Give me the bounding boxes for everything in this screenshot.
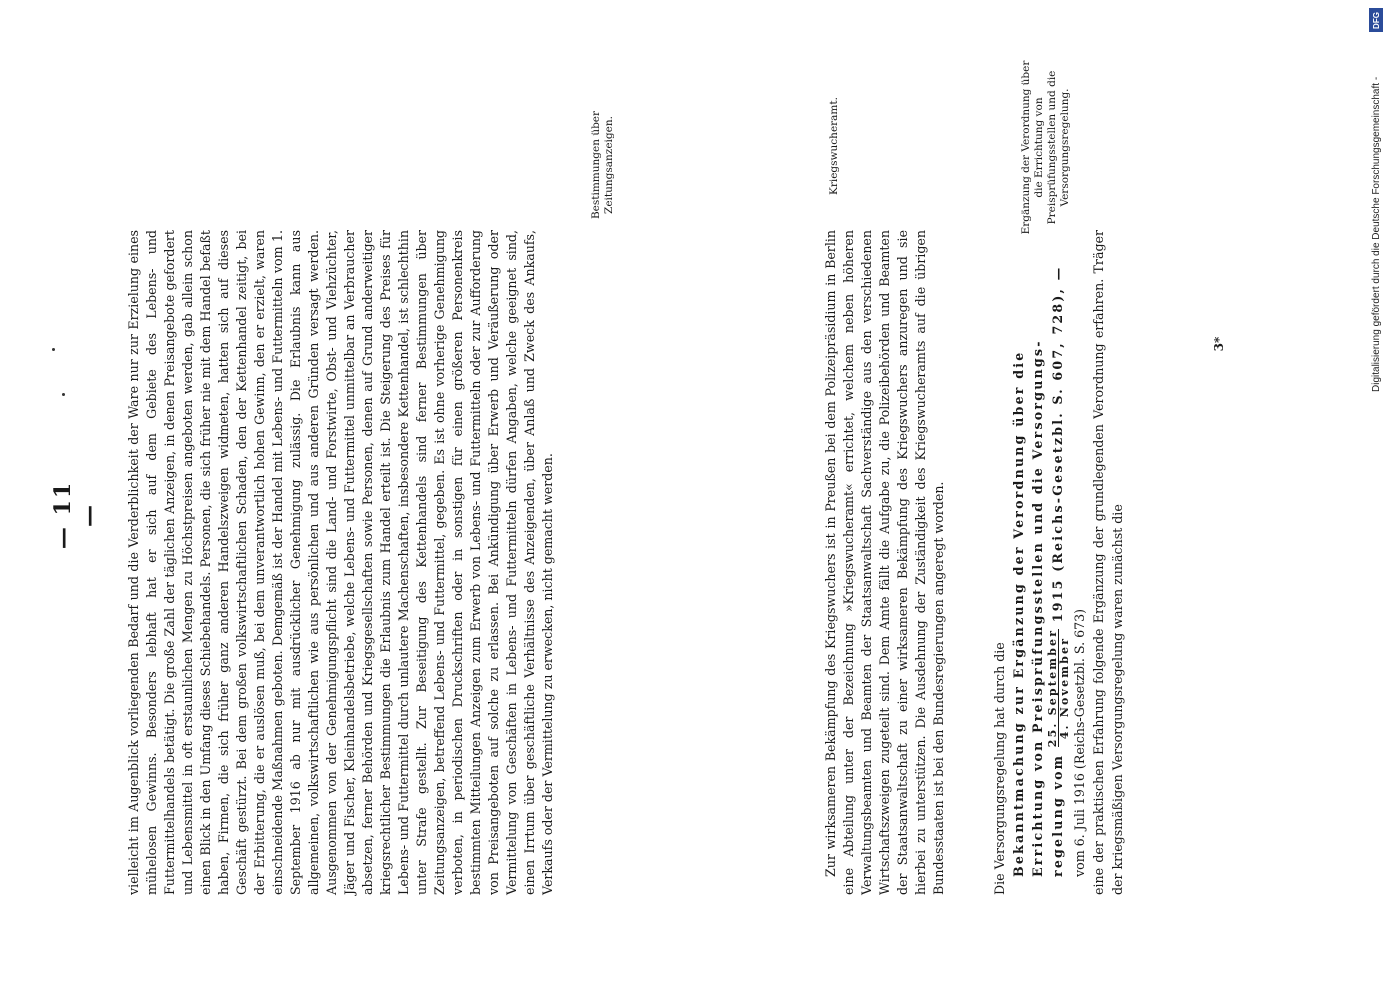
paragraph-kriegswucheramt: Zur wirksameren Bekämpfung des Kriegswuchers ist in Preußen bei dem Polizeipräsidium in Berlin eine Abteilung unter der Bezeichnung »Kriegswucheramt« errichtet, welchem neben höheren Verwaltungsbeamten und Beamten der Staatsanwaltschaft Sachverständige aus den verschiedenen Wirtschaftszweigen zugeteilt sind. Dem Amte fällt die Aufgabe zu, die Polizeibehörden und Beamten der Staatsanwaltschaft zu einer wirksameren Bekämpfung des Kriegswuchers anzuregen und sie hierbei zu unterstützen. Die Ausdehnung der Zuständigkeit des Kriegswucheramts auf die übrigen Bundesstaaten ist bei den Bundesregierungen angeregt worden. xyxy=(823,230,946,895)
fraction-top: 25. September xyxy=(1046,628,1059,748)
body-text-main xyxy=(125,230,557,895)
margin-note-kriegswucheramt: Kriegswucheramt. xyxy=(828,97,840,195)
fraction-bottom: 4. November xyxy=(1058,636,1071,740)
scan-speck xyxy=(52,348,55,351)
versorgung-closing: eine der praktischen Erfahrung folgende Ergänzung der grundlegenden Verordnung erfahren. Träger der kriegsmäßigen Versorgungsregelung waren zunächst die xyxy=(1091,230,1125,895)
page-number: — 11 — xyxy=(50,480,102,550)
margin-note-zeitungsanzeigen: Bestimmungen über Zeitungsanzeigen. xyxy=(590,110,615,220)
regelung-prefix: regelung vom xyxy=(1050,753,1065,877)
regelung-suffix: 1915 (Reichs-Gesetzbl. S. 607, 728), — xyxy=(1050,265,1065,623)
body-text-versorgung xyxy=(990,230,1127,895)
paragraph-chain-trade: vielleicht im Augenblick vorliegenden Bedarf und die Verderblichkeit der Ware nur zur Erzielung eines mühelosen Gewinns. Besonders lebhaft hat er sich auf dem Gebiete des Lebens- und Futtermittelhandels betätigt. Die große Zahl der täglichen Anzeigen, in denen Preisangebote gefordert und Lebensmittel in oft erstaunlichen Mengen zu Höchstpreisen angeboten werden, gab allein schon einen Blick in den Umfang dieses Schiebehandels. Personen, die sich früher nie mit dem Handel befaßt haben, Firmen, die sich früher ganz anderen Handelszweigen widmeten, hatten sich auf dieses Geschäft gestürzt. Bei dem großen volkswirtschaftlichen Schaden, den der Kettenhandel zeitigt, bei der Erbitterung, die er auslösen muß, bei dem unverantwortlich hohen Gewinn, den er erzielt, waren einschneidende Maßnahmen geboten. Demgemäß ist der Handel mit Lebens- und Futtermitteln vom 1. September 1916 ab nur mit ausdrücklicher Genehmigung zulässig. Die Erlaubnis kann aus allgemeinen, volkswirtschaftlichen wie aus persönlichen und aus anderen Gründen versagt werden. Ausgenommen von der Genehmigungspflicht sind die Land- und Forstwirte, Obst- und Viehzüchter, Jäger und Fischer, Kleinhandelsbetriebe, welche Lebens- und Futtermittel unmittelbar an Verbraucher absetzen, ferner Behörden und Kriegsgesellschaften sowie Personen, denen auf Grund anderweitiger kriegsrechtlicher Bestimmungen die Erlaubnis zum Handel erteilt ist. Die Steigerung des Preises für Lebens- und Futtermittel durch unlautere Machenschaften, insbesondere Kettenhandel, ist schlechthin unter Strafe gestellt. Zur Beseitigung des Kettenhandels sind ferner Bestimmungen über Zeitungsanzeigen, betreffend Lebens- und Futtermittel, gegeben. Es ist ohne vorherige Genehmigung verboten, in periodischen Druckschriften oder in sonstigen für einen größeren Personenkreis bestimmten Mitteilungen Anzeigen zum Erwerb von Lebens- und Futtermitteln oder zur Aufforderung von Preisangeboten auf solche zu erlassen. Bei Ankündigung über Erwerb und Veräußerung oder Vermittelung von Geschäften in Lebens- und Futtermitteln dürfen Angaben, welche geeignet sind, einen Irrtum über geschäftliche Verhältnisse des Anzeigenden, über Anlaß und Zweck des Ankaufs, Verkaufs oder der Vermittelung zu erwecken, nicht gemacht werden. xyxy=(126,230,555,895)
date-fraction xyxy=(1047,629,1070,747)
bekanntmachung-date: vom 6. Juli 1916 (Reichs-Gesetzbl. S. 673) xyxy=(1072,608,1087,877)
bekanntmachung-line-1: Bekanntmachung zur Ergänzung der Verordnung über die xyxy=(1011,350,1026,877)
dfg-logo: DFG xyxy=(1369,8,1383,32)
digitization-credit: Digitalisierung gefördert durch die Deutsche Forschungsgemeinschaft - xyxy=(1371,76,1382,392)
margin-note-ergaenzung: Ergänzung der Verordnung über die Errichtung von Preisprüfungsstellen und die Versorgungsregelung. xyxy=(1020,60,1071,235)
versorgung-intro: Die Versorgungsregelung hat durch die xyxy=(992,642,1007,895)
body-text-wucheramt xyxy=(822,230,948,895)
bekanntmachung-line-3 xyxy=(1047,230,1070,895)
scan-speck xyxy=(62,393,65,396)
bekanntmachung-line-2: Errichtung von Preisprüfungsstellen und die Versorgungs- xyxy=(1030,339,1045,877)
signature-mark: 3* xyxy=(1212,336,1226,352)
